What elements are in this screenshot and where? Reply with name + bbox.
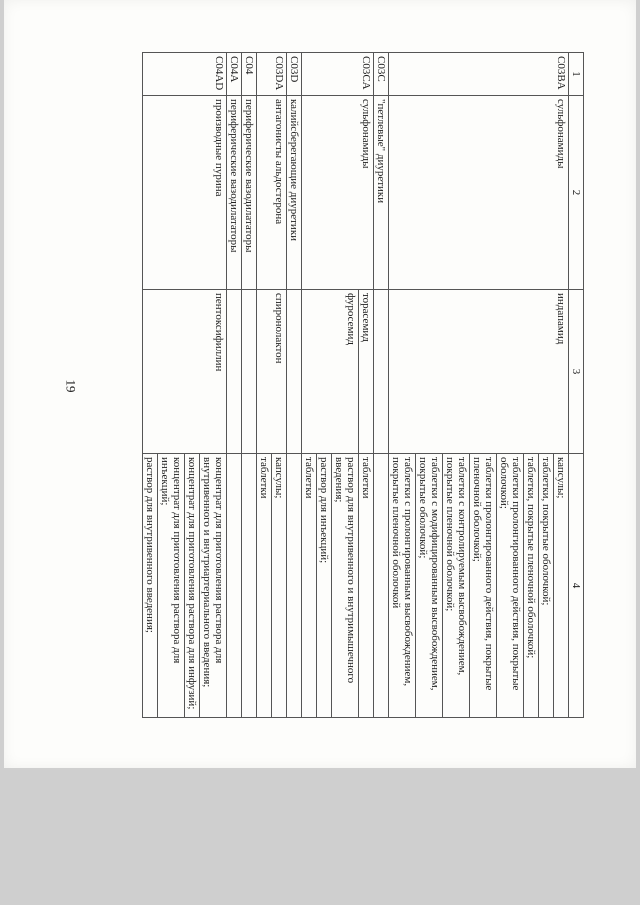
atc-code: C03D	[287, 53, 302, 96]
scanned-page	[4, 0, 636, 768]
group-name: антагонисты альдостерона	[257, 96, 287, 290]
drug-name	[242, 290, 257, 454]
group-name: периферические вазодилататоры	[242, 96, 257, 290]
drug-name: торасемид	[359, 290, 374, 454]
group-name: "петлевые" диуретики	[374, 96, 389, 290]
atc-code: C04AD	[143, 53, 227, 96]
dosage-form: таблетки пролонгированного действия, покрытые оболочкой;	[497, 454, 524, 718]
dosage-form: таблетки пролонгированного действия, покрытые пленочной оболочкой;	[470, 454, 497, 718]
dosage-form	[242, 454, 257, 718]
table-row	[554, 53, 569, 718]
atc-code: C04	[242, 53, 257, 96]
page-number: 19	[63, 379, 79, 393]
table-row	[272, 53, 287, 718]
dosage-form	[287, 454, 302, 718]
dosage-form: раствор для внутривенного и внутримышечного введения;	[332, 454, 359, 718]
dosage-form	[227, 454, 242, 718]
group-name: производные пурина	[143, 96, 227, 290]
table-row	[359, 53, 374, 718]
table-row	[374, 53, 389, 718]
atc-code: C03BA	[389, 53, 569, 96]
group-name: сульфонамиды	[389, 96, 569, 290]
drug-name: спиронолактон	[257, 290, 287, 454]
dosage-form: концентрат для приготовления раствора для инфузий;	[185, 454, 200, 718]
table-row	[227, 53, 242, 718]
rotated-table-wrapper	[142, 52, 584, 717]
drug-name	[374, 290, 389, 454]
dosage-form: концентрат для приготовления раствора для инъекций;	[158, 454, 185, 718]
header-col-3: 3	[569, 290, 584, 454]
dosage-form: раствор для инъекций;	[317, 454, 332, 718]
header-col-1: 1	[569, 53, 584, 96]
dosage-form: таблетки с пролонгированным высвобождением, покрытые пленочной оболочкой	[389, 454, 416, 718]
dosage-form: таблетки	[302, 454, 317, 718]
dosage-form: таблетки, покрытые оболочкой;	[539, 454, 554, 718]
dosage-form: капсулы;	[272, 454, 287, 718]
dosage-form: таблетки с модифицированным высвобождением, покрытые оболочкой;	[416, 454, 443, 718]
group-name: сульфонамиды	[302, 96, 374, 290]
dosage-form: раствор для внутривенного введения;	[143, 454, 158, 718]
atc-code: C04A	[227, 53, 242, 96]
atc-code: C03CA	[302, 53, 374, 96]
drug-name: фуросемид	[302, 290, 359, 454]
table-row	[242, 53, 257, 718]
atc-code: C03DA	[257, 53, 287, 96]
header-col-4: 4	[569, 454, 584, 718]
dosage-form: концентрат для приготовления раствора для внутривенного и внутриартериального введения;	[200, 454, 227, 718]
dosage-form: таблетки, покрытые пленочной оболочкой;	[524, 454, 539, 718]
drug-table	[142, 52, 584, 718]
table-row	[287, 53, 302, 718]
drug-name	[287, 290, 302, 454]
header-col-2: 2	[569, 96, 584, 290]
dosage-form	[374, 454, 389, 718]
header-row	[569, 53, 584, 718]
dosage-form: таблетки	[359, 454, 374, 718]
group-name: периферические вазодилататоры	[227, 96, 242, 290]
drug-name	[227, 290, 242, 454]
drug-name: индапамид	[389, 290, 569, 454]
table-row	[200, 53, 227, 718]
group-name: калийсберегающие диуретики	[287, 96, 302, 290]
dosage-form: таблетки	[257, 454, 272, 718]
drug-name: пентоксифиллин	[143, 290, 227, 454]
dosage-form: таблетки с контролируемым высвобождением, покрытые пленочной оболочкой;	[443, 454, 470, 718]
dosage-form: капсулы;	[554, 454, 569, 718]
atc-code: C03C	[374, 53, 389, 96]
